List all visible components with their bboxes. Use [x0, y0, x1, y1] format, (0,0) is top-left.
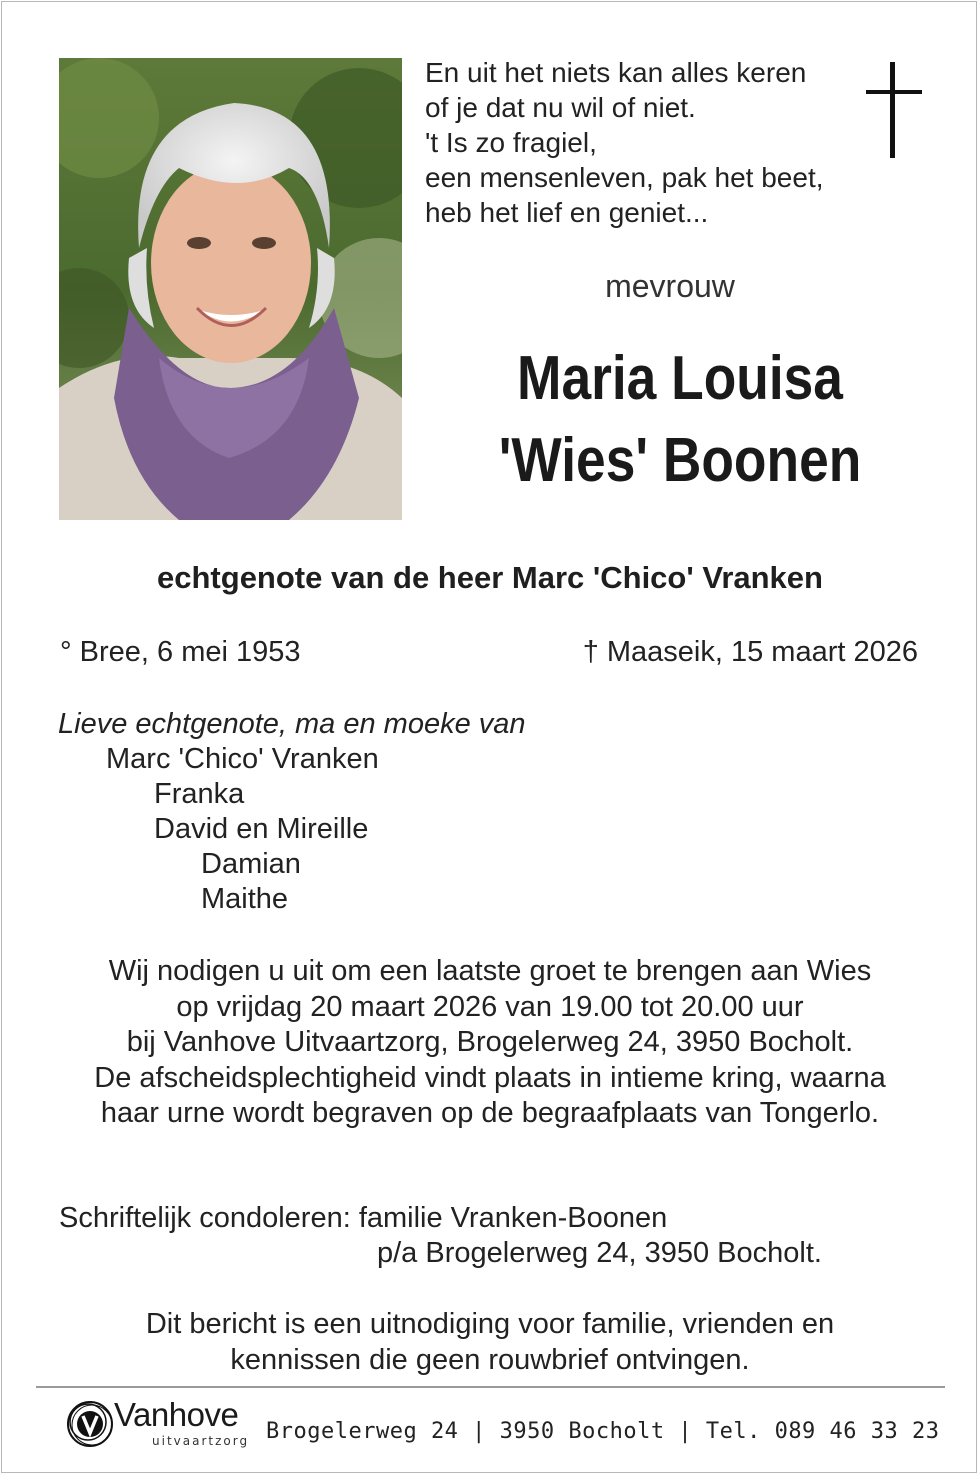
- vanhove-logo-icon: [64, 1398, 116, 1450]
- brand-subtitle: uitvaartzorg: [152, 1434, 250, 1448]
- invitation-line: haar urne wordt begraven op de begraafplaats van Tongerlo.: [100, 1097, 880, 1129]
- poem-line: heb het lief en geniet...: [425, 197, 709, 228]
- family-member: Maithe: [201, 883, 289, 915]
- brand-name: Vanhove: [114, 1396, 239, 1433]
- invitation-line: De afscheidsplechtigheid vindt plaats in intieme kring, waarna: [94, 1061, 886, 1094]
- family-list: [58, 707, 526, 917]
- cross-icon: [866, 62, 922, 160]
- poem-line: En uit het niets kan alles keren: [425, 57, 807, 88]
- invitation-line: bij Vanhove Uitvaartzorg, Brogelerweg 24, 3950 Bocholt.: [126, 1026, 854, 1058]
- name-line-1: Maria Louisa: [517, 344, 843, 413]
- name-line-2: 'Wies' Boonen: [498, 426, 862, 495]
- condolence-line: Schriftelijk condoleren: familie Vranken-Boonen: [59, 1202, 668, 1234]
- family-member: Damian: [201, 848, 301, 880]
- poem-line: of je dat nu wil of niet.: [425, 92, 696, 123]
- poem-line: 't Is zo fragiel,: [425, 127, 597, 158]
- condolence-info: [59, 1201, 822, 1271]
- footer-address: Brogelerweg 24 | 3950 Bocholt | Tel. 089 46 33 23: [266, 1419, 940, 1444]
- notice-line: kennissen die geen rouwbrief ontvingen.: [230, 1343, 750, 1376]
- notice-line: Dit bericht is een uitnodiging voor familie, vrienden en: [145, 1308, 835, 1340]
- family-member: David en Mireille: [154, 813, 369, 845]
- condolence-address: p/a Brogelerweg 24, 3950 Bocholt.: [377, 1237, 822, 1269]
- family-intro: Lieve echtgenote, ma en moeke van: [58, 708, 526, 740]
- honorific: mevrouw: [605, 268, 735, 304]
- birth-info: ° Bree, 6 mei 1953: [60, 636, 301, 668]
- invitation-line: op vrijdag 20 maart 2026 van 19.00 tot 20.00 uur: [176, 990, 804, 1023]
- footer-divider: [36, 1386, 945, 1388]
- vanhove-logo: [64, 1396, 254, 1454]
- poem-line: een mensenleven, pak het beet,: [425, 162, 824, 193]
- poem: [425, 55, 865, 230]
- invitation-line: Wij nodigen u uit om een laatste groet te brengen aan Wies: [108, 955, 872, 987]
- portrait-photo: [59, 58, 402, 520]
- death-info: † Maaseik, 15 maart 2026: [582, 636, 918, 668]
- deceased-name: [474, 338, 887, 502]
- family-member: Franka: [154, 778, 245, 810]
- invitation-text: [0, 954, 980, 1132]
- notice-text: [0, 1307, 980, 1378]
- spouse-line: echtgenote van de heer Marc 'Chico' Vranken: [157, 560, 823, 595]
- family-member: Marc 'Chico' Vranken: [106, 743, 379, 775]
